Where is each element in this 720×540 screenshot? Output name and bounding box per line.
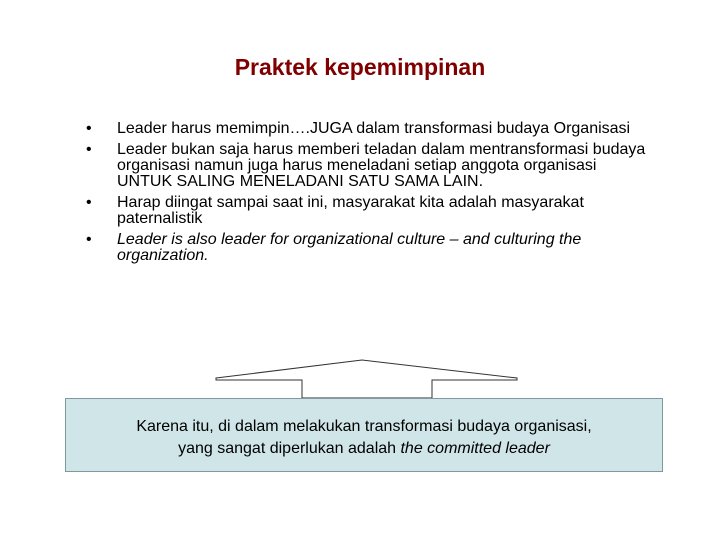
bullet-marker: • <box>86 141 92 158</box>
callout-line-2 <box>66 438 662 460</box>
bullet-text: Leader harus memimpin….JUGA dalam transformasi budaya Organisasi <box>117 120 631 137</box>
slide-title: Praktek kepemimpinan <box>234 54 486 80</box>
bullet-text: Leader is also leader for organizational culture – and culturing the organization. <box>117 231 582 264</box>
bullet-text: Harap diingat sampai saat ini, masyarakat kita adalah masyarakat paternalistik <box>117 194 584 227</box>
bullet-marker: • <box>86 231 92 248</box>
bullet-text: Leader bukan saja harus memberi teladan dalam mentransformasi budaya organisasi namun juga harus meneladani setiap anggota organisasi UNTUK SALING MENELADANI SATU SAMA LAIN. <box>117 141 646 190</box>
bullet-marker: • <box>86 194 92 211</box>
callout-box <box>65 398 663 472</box>
callout-line-1: Karena itu, di dalam melakukan transformasi budaya organisasi, <box>136 418 592 435</box>
callout-line-2-text: yang sangat diperlukan adalah <box>178 440 401 457</box>
arrow-head-shape <box>216 360 517 398</box>
callout-emphasis: the committed leader <box>400 440 550 457</box>
bullet-marker: • <box>86 120 92 137</box>
